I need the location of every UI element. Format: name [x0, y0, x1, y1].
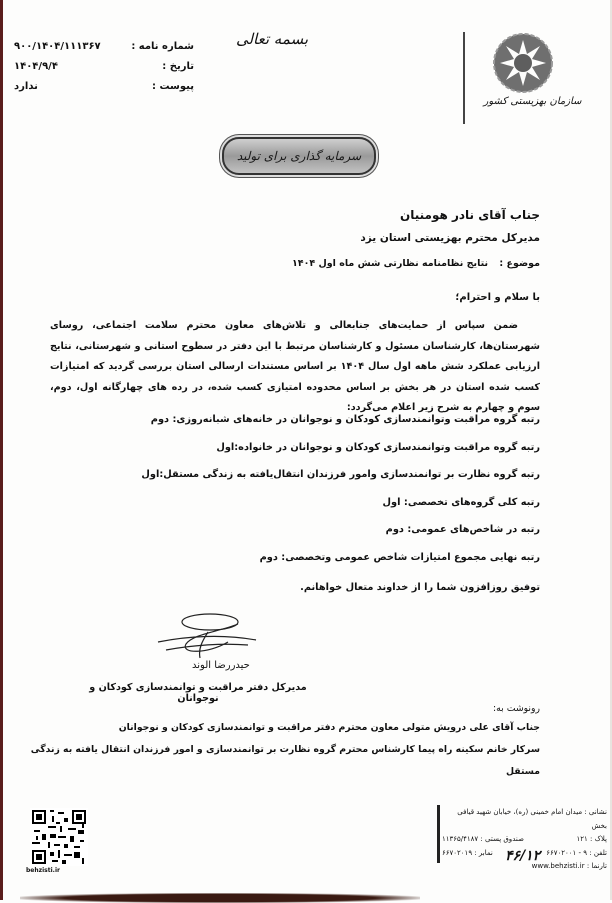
footer-website-link[interactable]: www.behzisti.ir — [531, 862, 585, 870]
letter-date-label: تاریخ : — [162, 60, 194, 72]
letter-attachment-row — [14, 76, 194, 96]
signer-title: مدیرکل دفتر مراقبت و توانمندسازی کودکان و نوجوانان — [89, 682, 307, 704]
rank-item: رتبه گروه نظارت بر توانمندسازی وامور فرزندان انتقال‌یافته به زندگی مستقل:اول — [141, 469, 540, 480]
handwritten-note: ۴۶/۱۲ — [505, 848, 541, 864]
letter-date-row — [14, 56, 194, 76]
copy-recipient: سرکار خانم سکینه راه پیما کارشناس محترم گروه نظارت بر توانمندسازی و امور فرزندان انتقال یافته به زندگی مستقل — [30, 744, 540, 777]
salutation: با سلام و احترام؛ — [455, 292, 540, 303]
subject-line — [140, 258, 540, 269]
letter-number-value: ۹۰۰/۱۴۰۴/۱۱۱۳۶۷ — [14, 40, 101, 52]
organization-name: سازمان بهزیستی کشور — [483, 96, 582, 107]
scan-bottom-shadow — [20, 893, 420, 903]
rank-list — [40, 406, 540, 571]
rank-item: رتبه گروه مراقبت وتوانمندسازی کودکان و نوجوانان در خانه‌های شبانه‌روزی: دوم — [150, 414, 540, 425]
qr-code-icon[interactable] — [30, 808, 88, 866]
copies-title: رونوشت به: — [493, 703, 540, 714]
letter-number-label: شماره نامه : — [131, 40, 194, 52]
subject-value: نتایج نظامنامه نظارتی شش ماه اول ۱۴۰۴ — [292, 258, 489, 269]
body-text: ضمن سپاس از حمایت‌های جنابعالی و تلاش‌های معاون محترم سلامت اجتماعی، روسای شهرستان‌ها، کارشناسان مسئول و کارشناسان مرتبط با این دفتر در سطوح استانی و شهرستانی، نتایج ارزیابی عملکرد شش ماهه اول سال ۱۴۰۴ بر اساس مستندات ارسالی استان بررسی گردید که امتیازات کسب شده استان در هر بخش بر اساس محدوده امتیازی کسب شده، در رده های چهارگانه اول، دوم، سوم و چهارم به شرح زیر اعلام می‌گردد: — [50, 320, 540, 413]
copy-recipient: جناب آقای علی درویش متولی معاون محترم دفتر مراقبت و توانمندسازی کودکان و نوجوانان — [118, 722, 540, 733]
addressee-name: جناب آقای نادر هومنیان — [399, 208, 540, 222]
letter-attachment-value: ندارد — [14, 80, 38, 92]
footer-divider — [437, 805, 440, 863]
slogan-banner — [222, 137, 376, 175]
qr-caption: behzisti.ir — [26, 867, 60, 874]
footer-address: نشانی : میدان امام خمینی (ره)، خیابان شهید قیافی بخش — [457, 808, 607, 830]
bismillah-heading: بسمه تعالی — [235, 30, 309, 48]
copies-section — [0, 701, 540, 777]
slogan-text: سرمایه گذاری برای تولید — [236, 149, 362, 163]
addressee-position: مدیرکل محترم بهزیستی استان یزد — [360, 232, 540, 244]
footer-website-label: تارنما : — [586, 862, 607, 870]
behzisti-logo-icon — [492, 32, 554, 94]
letter-number-row — [14, 36, 194, 56]
footer-fax: نمابر : ۶۶۷۰۲۰۱۹ — [442, 848, 493, 857]
body-paragraph — [50, 316, 540, 419]
footer-phone: تلفن : ۹ - ۶۶۷۰۲۰۰۱ — [546, 848, 607, 857]
subject-label: موضوع : — [499, 258, 540, 269]
rank-item: رتبه در شاخص‌های عمومی: دوم — [385, 524, 540, 535]
letter-date-value: ۱۴۰۴/۹/۴ — [14, 60, 58, 72]
rank-item: رتبه گروه مراقبت وتوانمندسازی کودکان و نوجوانان در خانواده:اول — [216, 441, 540, 453]
rank-item: رتبه نهایی مجموع امتیازات شاخص عمومی وتخصصی: دوم — [259, 551, 540, 563]
scan-edge-left — [0, 0, 3, 900]
signer-name: حیدررضا الوند — [192, 660, 250, 671]
rank-item: رتبه کلی گروه‌های تخصصی: اول — [382, 496, 540, 508]
footer-postal-box: صندوق پستی : ۱۱۳۶۵/۴۱۸۷ — [442, 835, 524, 843]
signature-scribble-icon — [148, 612, 258, 662]
header-divider — [463, 32, 465, 124]
footer-plaque: پلاک : ۱۲۱ — [576, 835, 607, 843]
closing-line: توفیق روزافزون شما را از خداوند متعال خواهانم. — [300, 582, 540, 593]
footer-plaque-row — [442, 833, 607, 847]
letter-meta — [14, 36, 194, 96]
letter-attachment-label: پیوست : — [151, 80, 194, 92]
